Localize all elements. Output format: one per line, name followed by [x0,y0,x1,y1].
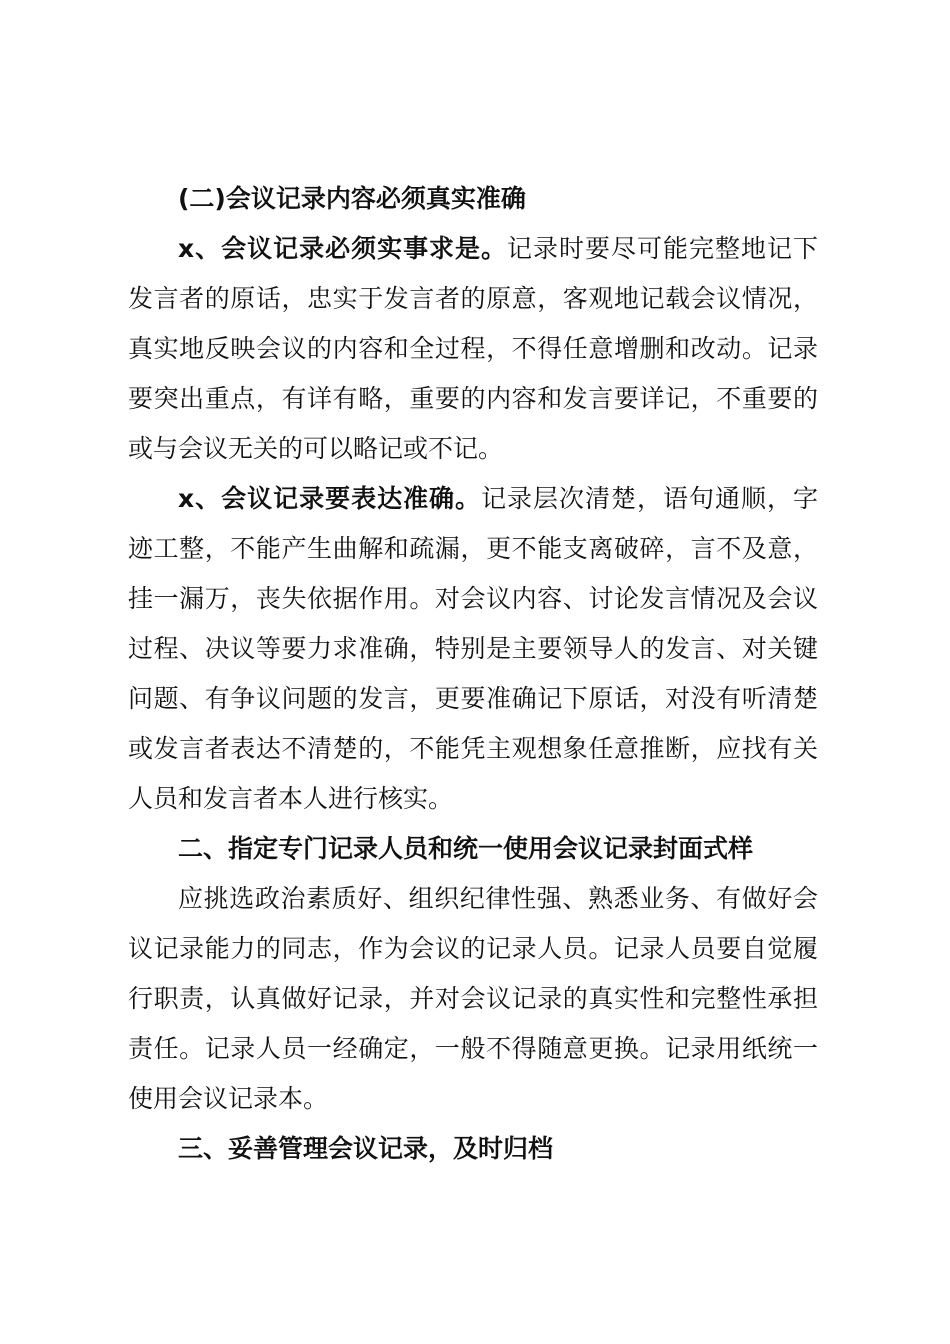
para2-first-line-rest: 记录层次清楚，语句通顺，字 [481,484,818,513]
para1-line: 要突出重点，有详有略，重要的内容和发言要详记，不重要的 [128,384,818,413]
para1-first-line-rest: 记录时要尽可能完整地记下 [507,234,818,263]
para3-line: 议记录能力的同志，作为会议的记录人员。记录人员要自觉履 [128,934,818,963]
heading-3: 三、妥善管理会议记录，及时归档 [178,1134,554,1163]
para3-line: 行职责，认真做好记录，并对会议记录的真实性和完整性承担 [128,984,818,1013]
para2-line: 人员和发言者本人进行核实。 [128,784,454,813]
section-title: (二)会议记录内容必须真实准确 [178,184,526,213]
para2-line: 或发言者表达不清楚的，不能凭主观想象任意推断，应找有关 [128,734,818,763]
para3-first-line: 应挑选政治素质好、组织纪律性强、熟悉业务、有做好会 [178,884,818,913]
para1-line: 真实地反映会议的内容和全过程，不得任意增删和改动。记录 [128,334,818,363]
para2-lead: x、会议记录要表达准确。 [178,484,482,513]
para2-first-line [178,482,818,516]
para2-line: 问题、有争议问题的发言，更要准确记下原话，对没有听清楚 [128,684,818,713]
para2-line: 迹工整，不能产生曲解和疏漏，更不能支离破碎，言不及意， [128,534,818,563]
para3-line: 使用会议记录本。 [128,1084,329,1113]
heading-2: 二、指定专门记录人员和统一使用会议记录封面式样 [178,834,754,863]
para2-line: 过程、决议等要力求准确，特别是主要领导人的发言、对关键 [128,634,818,663]
para2-line: 挂一漏万，丧失依据作用。对会议内容、讨论发言情况及会议 [128,584,818,613]
para1-first-line [178,232,818,266]
para1-line: 或与会议无关的可以略记或不记。 [128,434,504,463]
para1-line: 发言者的原话，忠实于发言者的原意，客观地记载会议情况， [128,284,818,313]
para3-line: 责任。记录人员一经确定，一般不得随意更换。记录用纸统一 [128,1034,818,1063]
para1-lead: x、会议记录必须实事求是。 [178,234,508,263]
